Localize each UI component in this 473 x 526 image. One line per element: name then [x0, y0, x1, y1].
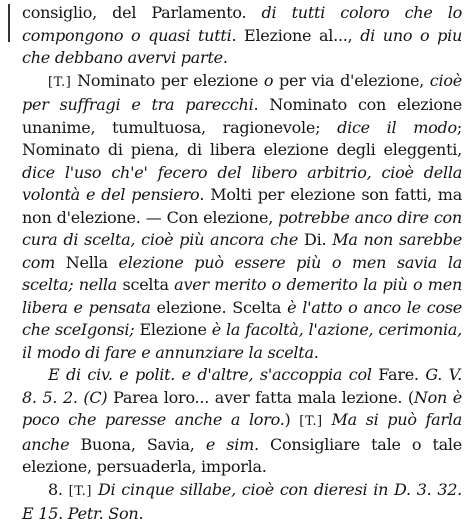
paragraph-usage-note: [22, 70, 462, 365]
text-segment-roman: 8.: [48, 479, 69, 499]
text-segment-italic: aver merito o demerito la più o men libera e pensata: [22, 275, 462, 317]
paragraph-civil-political: [22, 364, 462, 479]
margin-rule: [8, 4, 10, 42]
text-segment-italic: cioè per suffragi e tra parecchi: [22, 70, 462, 114]
text-segment-italic: G. V. 8. 5. 2. (C): [22, 365, 462, 407]
text-segment-roman: scelta: [117, 275, 175, 294]
text-segment-roman: . Molti per elezione son fatti, ma non d'elezione. — Con elezione,: [22, 185, 463, 227]
text-segment-smallcaps: [T.]: [299, 414, 323, 429]
text-segment-italic: Ma si può farla anche: [22, 410, 463, 454]
text-segment-roman: Nella: [55, 252, 119, 272]
text-segment-italic: e sim.: [205, 434, 259, 454]
text-segment-roman: Di.: [298, 230, 333, 249]
text-segment-italic: di tutti coloro che lo compongono o quasi tutti: [22, 3, 462, 45]
text-segment-roman: Consigliare tale o tale elezione, persuaderla, imporla.: [22, 434, 462, 476]
text-segment-italic: di uno o piu che debbano avervi parte.: [22, 25, 463, 67]
text-segment-roman: .: [313, 342, 319, 362]
text-segment-italic: Di cinque sillabe, cioè con dieresi in D. 3. 32. E 15. Petr. Son.: [22, 479, 463, 523]
text-segment-roman: Elezione: [134, 320, 212, 339]
text-segment-italic: elezione può essere più o men savia la scelta; nella: [22, 252, 463, 294]
text-segment-italic: è l'atto o anco le cose che sceIgonsi;: [22, 297, 463, 339]
text-segment-italic: dice il modo: [337, 117, 457, 137]
text-segment-italic: o: [263, 70, 274, 90]
text-segment-roman: Fare.: [371, 365, 426, 384]
text-segment-roman: [323, 410, 332, 429]
text-segment-roman: elezione. Scelta: [150, 297, 288, 317]
text-segment-roman: . Nominato con elezione unanime, tumultuosa, ragionevole;: [22, 95, 463, 137]
text-segment-roman: Nominato per elezione: [71, 70, 264, 90]
text-segment-roman: ; Nominato di piena, di libera elezione degli eleggenti,: [22, 117, 463, 159]
text-segment-italic: Ma non sarebbe com: [22, 230, 463, 272]
text-segment-roman: . Elezione al...,: [231, 25, 361, 45]
text-segment-roman: per via d'elezione,: [273, 70, 430, 90]
text-segment-smallcaps: [T.]: [68, 483, 93, 499]
dictionary-entry-text: [22, 2, 462, 526]
text-segment-italic: potrebbe anco dire con cura di scelta, cioè più ancora che: [22, 207, 462, 249]
text-segment-smallcaps: [T.]: [48, 74, 72, 90]
text-segment-roman: consiglio, del Parlamento.: [22, 3, 262, 22]
text-segment-italic: E di civ. e polit. e d'altre, s'accoppia col: [48, 365, 372, 384]
text-segment-italic: Non è poco che paresse anche a loro.: [22, 387, 463, 429]
paragraph-continuation: [22, 2, 462, 70]
text-segment-roman: ): [284, 410, 300, 429]
text-segment-roman: Buona, Savia,: [69, 434, 206, 454]
text-segment-italic: è la facoltà, l'azione, cerimonia, il modo di fare e annunziare la scelta: [22, 320, 462, 362]
paragraph-metrics: [22, 479, 462, 526]
text-segment-roman: Parea loro... aver fatta mala lezione. (: [107, 387, 414, 407]
text-segment-italic: dice l'uso ch'e' fecero del libero arbitrio, cioè della volontà e del pensiero: [22, 162, 462, 204]
